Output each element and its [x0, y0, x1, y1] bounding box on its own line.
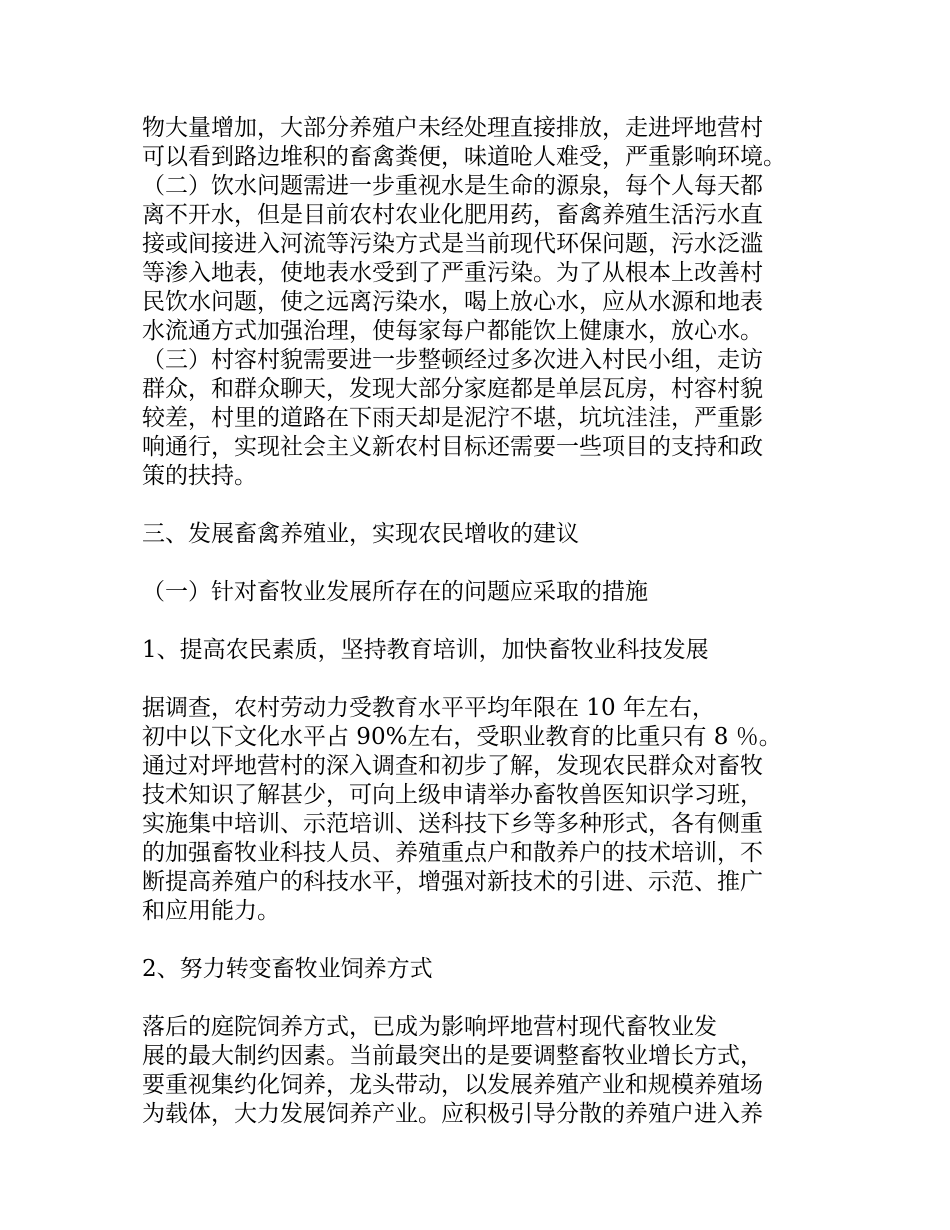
text-line: 展的最大制约因素。当前最突出的是要调整畜牧业增长方式，: [142, 1043, 763, 1069]
text-line: （二）饮水问题需进一步重视水是生命的源泉，每个人每天都: [142, 173, 763, 199]
text-line: 通过对坪地营村的深入调查和初步了解，发现农民群众对畜牧: [142, 753, 763, 779]
subsection-heading: （一）针对畜牧业发展所存在的问题应采取的措施: [142, 579, 648, 605]
blank-line: [142, 491, 832, 520]
text-line: 初中以下文化水平占 90%左右，受职业教育的比重只有 8 ％。: [142, 724, 782, 750]
document-body: [142, 114, 832, 1129]
text-line: 为载体，大力发展饲养产业。应积极引导分散的养殖户进入养: [142, 1101, 763, 1127]
blank-line: [142, 549, 832, 578]
item-heading: 1、提高农民素质，坚持教育培训，加快畜牧业科技发展: [142, 637, 709, 663]
text-line: 实施集中培训、示范培训、送科技下乡等多种形式，各有侧重: [142, 811, 763, 837]
text-line: 物大量增加，大部分养殖户未经处理直接排放，走进坪地营村: [142, 115, 763, 141]
text-line: 较差，村里的道路在下雨天却是泥泞不堪，坑坑洼洼，严重影: [142, 405, 763, 431]
text-line: 落后的庭院饲养方式，已成为影响坪地营村现代畜牧业发: [142, 1014, 717, 1040]
text-line: （三）村容村貌需要进一步整顿经过多次进入村民小组，走访: [142, 347, 763, 373]
text-line: 要重视集约化饲养，龙头带动，以发展养殖产业和规模养殖场: [142, 1072, 763, 1098]
text-line: 接或间接进入河流等污染方式是当前现代环保问题，污水泛滥: [142, 231, 763, 257]
text-line: 据调查，农村劳动力受教育水平平均年限在 10 年左右，: [142, 695, 715, 721]
text-line: 和应用能力。: [142, 898, 280, 924]
text-line: 民饮水问题，使之远离污染水，喝上放心水，应从水源和地表: [142, 289, 763, 315]
blank-line: [142, 607, 832, 636]
text-line: 离不开水，但是目前农村农业化肥用药，畜禽养殖生活污水直: [142, 202, 763, 228]
text-line: 断提高养殖户的科技水平，增强对新技术的引进、示范、推广: [142, 869, 763, 895]
text-line: 水流通方式加强治理，使每家每户都能饮上健康水，放心水。: [142, 318, 763, 344]
item-heading: 2、努力转变畜牧业饲养方式: [142, 956, 433, 982]
blank-line: [142, 984, 832, 1013]
text-line: 等渗入地表，使地表水受到了严重污染。为了从根本上改善村: [142, 260, 763, 286]
blank-line: [142, 926, 832, 955]
section-heading: 三、发展畜禽养殖业，实现农民增收的建议: [142, 521, 579, 547]
text-line: 的加强畜牧业科技人员、养殖重点户和散养户的技术培训，不: [142, 840, 763, 866]
text-line: 可以看到路边堆积的畜禽粪便，味道呛人难受，严重影响环境。: [142, 144, 786, 170]
text-line: 技术知识了解甚少，可向上级申请举办畜牧兽医知识学习班，: [142, 782, 763, 808]
text-line: 响通行，实现社会主义新农村目标还需要一些项目的支持和政: [142, 434, 763, 460]
blank-line: [142, 665, 832, 694]
text-line: 群众，和群众聊天，发现大部分家庭都是单层瓦房，村容村貌: [142, 376, 763, 402]
text-line: 策的扶持。: [142, 463, 257, 489]
